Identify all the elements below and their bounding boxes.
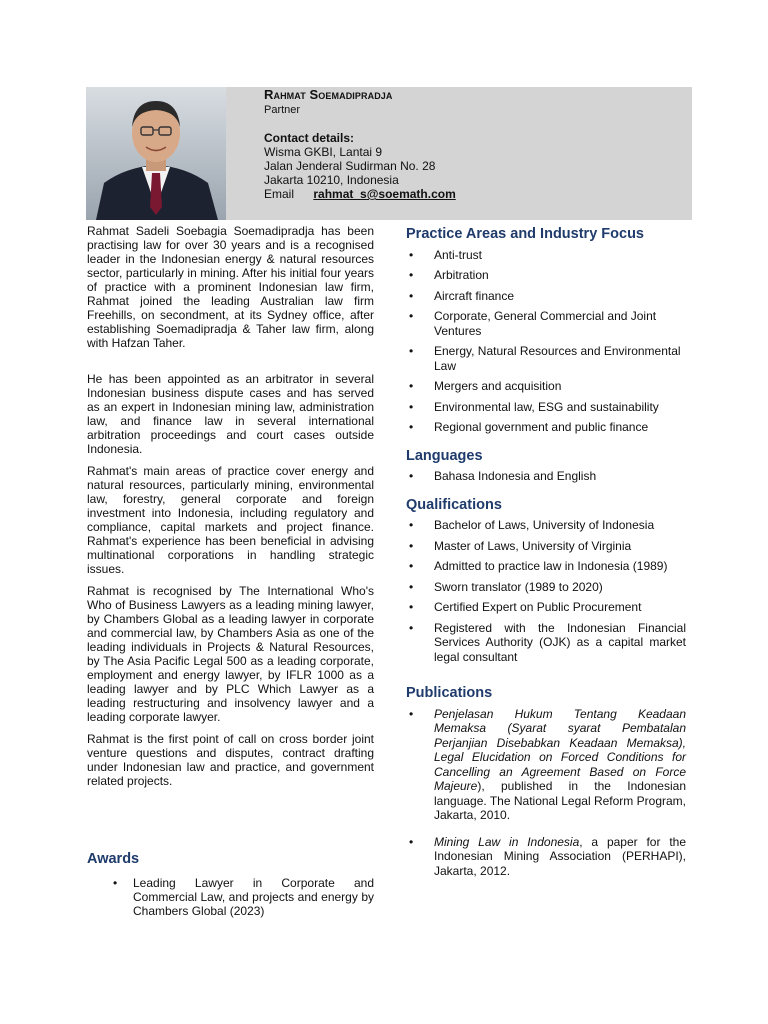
- bullet-icon: •: [409, 379, 414, 393]
- list-item: • Master of Laws, University of Virginia: [409, 538, 632, 553]
- list-item: • Leading Lawyer in Corporate and Commercial Law, and projects and energy by Chambers Global (2023): [113, 876, 374, 918]
- bullet-icon: •: [409, 538, 414, 553]
- list-item: • Bachelor of Laws, University of Indonesia: [409, 518, 655, 532]
- list-item: • Penjelasan Hukum Tentang Keadaan Memaksa (Syarat syarat Pembatalan Perjanjian Disebabkan Keadaan Memaksa), Legal Elucidation on Forced Conditions for Cancelling an Agreement Based on Force Majeure), published in the Indonesian language. The National Legal Reform Program, Jakarta, 2010.: [409, 706, 686, 822]
- list-item: • Certified Expert on Public Procurement: [409, 600, 642, 614]
- bullet-icon: •: [113, 876, 118, 890]
- bullet-icon: •: [409, 620, 414, 635]
- awards-list: [87, 876, 374, 918]
- biography: [87, 224, 374, 796]
- bio-paragraph: Rahmat is recognised by The International Who's Who of Business Lawyers as a leading mining lawyer, by Chambers Global as a leading lawyer in corporate and commercial law, by Chambers Asia as one of the leading individuals in Projects & Natural Resources, by The Asia Pacific Legal 500 as a leading corporate, employment and energy lawyer, by IFLR 1000 as a leading lawyer and by PLC Which Lawyer as a leading restructuring and insolvency lawyer and a leading corporate lawyer.: [87, 584, 374, 724]
- list-item: • Bahasa Indonesia and English: [409, 469, 597, 483]
- bullet-icon: •: [409, 579, 414, 594]
- email-link[interactable]: rahmat_s@soemath.com: [313, 187, 456, 201]
- list-item: • Registered with the Indonesian Financial Services Authority (OJK) as a capital market legal consultant: [409, 620, 686, 664]
- header-contact: [264, 88, 684, 201]
- address-line: Jalan Jenderal Sudirman No. 28: [264, 159, 436, 173]
- bio-paragraph: He has been appointed as an arbitrator in several Indonesian business dispute cases and has served as an expert in Indonesian mining law, administration law, and finance law in several international arbitration proceedings and court cases outside Indonesia.: [87, 372, 374, 456]
- bio-paragraph: Rahmat Sadeli Soebagia Soemadipradja has been practising law for over 30 years and is a recognised leader in the Indonesian energy & natural resources sector, particularly in mining. After his initial four years of practice with a prominent Indonesian law firm, Rahmat joined the leading Australian law firm Freehills, on secondment, at its Sydney office, after establishing Soemadipradja & Taher law firm, along with Hafzan Taher.: [87, 224, 374, 350]
- list-item: • Environmental law, ESG and sustainability: [409, 399, 659, 414]
- contact-heading: Contact details:: [264, 131, 355, 145]
- right-column: [406, 227, 686, 892]
- publications-heading: Publications: [406, 685, 493, 701]
- languages-heading: Languages: [406, 447, 483, 464]
- publications-section: [406, 686, 686, 878]
- person-role: Partner: [264, 104, 301, 116]
- list-item: • Arbitration: [409, 268, 489, 282]
- list-item: • Regional government and public finance: [409, 420, 649, 434]
- bullet-icon: •: [409, 288, 414, 303]
- bullet-icon: •: [409, 559, 414, 573]
- bio-paragraph: Rahmat is the first point of call on cross border joint venture questions and disputes, contract drafting under Indonesian law and practice, and government related projects.: [87, 732, 374, 788]
- list-item: • Sworn translator (1989 to 2020): [409, 579, 603, 594]
- bullet-icon: •: [409, 247, 414, 262]
- qualifications-section: [406, 498, 686, 665]
- address-line: Jakarta 10210, Indonesia: [264, 173, 399, 187]
- publication-title: Penjelasan Hukum Tentang Keadaan Memaksa (Syarat syarat Pembatalan Perjanjian Disebabkan Keadaan Memaksa), Legal Elucidation on Forced Conditions for Cancelling an Agreement Based on Force Majeure: [434, 706, 686, 793]
- list-item: • Mining Law in Indonesia, a paper for the Indonesian Mining Association (PERHAPI), Jakarta, 2012.: [409, 834, 686, 878]
- languages-section: [406, 449, 686, 484]
- person-name: Rahmat Soemadipradja: [264, 87, 393, 102]
- list-item: • Energy, Natural Resources and Environmental Law: [409, 344, 681, 373]
- bullet-icon: •: [409, 600, 414, 614]
- bio-paragraph: Rahmat's main areas of practice cover energy and natural resources, particularly mining, environmental law, forestry, general corporate and foreign investment into Indonesia, including regulatory and compliance, capital markets and project finance. Rahmat's experience has been beneficial in advising multinational corporations in handling strategic issues.: [87, 464, 374, 576]
- bullet-icon: •: [409, 399, 414, 414]
- bullet-icon: •: [409, 344, 414, 358]
- bullet-icon: •: [409, 834, 414, 849]
- email-label: Email: [264, 187, 295, 201]
- address-line: Wisma GKBI, Lantai 9: [264, 145, 383, 159]
- list-item: • Aircraft finance: [409, 288, 515, 303]
- bullet-icon: •: [409, 518, 414, 532]
- publication-title: Mining Law in Indonesia: [434, 834, 580, 849]
- profile-photo: [86, 87, 226, 220]
- practice-heading: Practice Areas and Industry Focus: [406, 226, 644, 242]
- email-row: [264, 187, 684, 201]
- list-item: • Corporate, General Commercial and Joint Ventures: [409, 309, 657, 338]
- qualifications-heading: Qualifications: [406, 496, 502, 513]
- bullet-icon: •: [409, 706, 414, 721]
- bullet-icon: •: [409, 420, 414, 434]
- bullet-icon: •: [409, 469, 414, 483]
- list-item: • Admitted to practice law in Indonesia (1989): [409, 559, 668, 573]
- list-item: • Mergers and acquisition: [409, 379, 562, 393]
- bullet-icon: •: [409, 309, 414, 323]
- practice-section: [406, 227, 686, 435]
- awards-heading: Awards: [87, 851, 140, 867]
- bullet-icon: •: [409, 268, 414, 282]
- list-item: • Anti-trust: [409, 247, 483, 262]
